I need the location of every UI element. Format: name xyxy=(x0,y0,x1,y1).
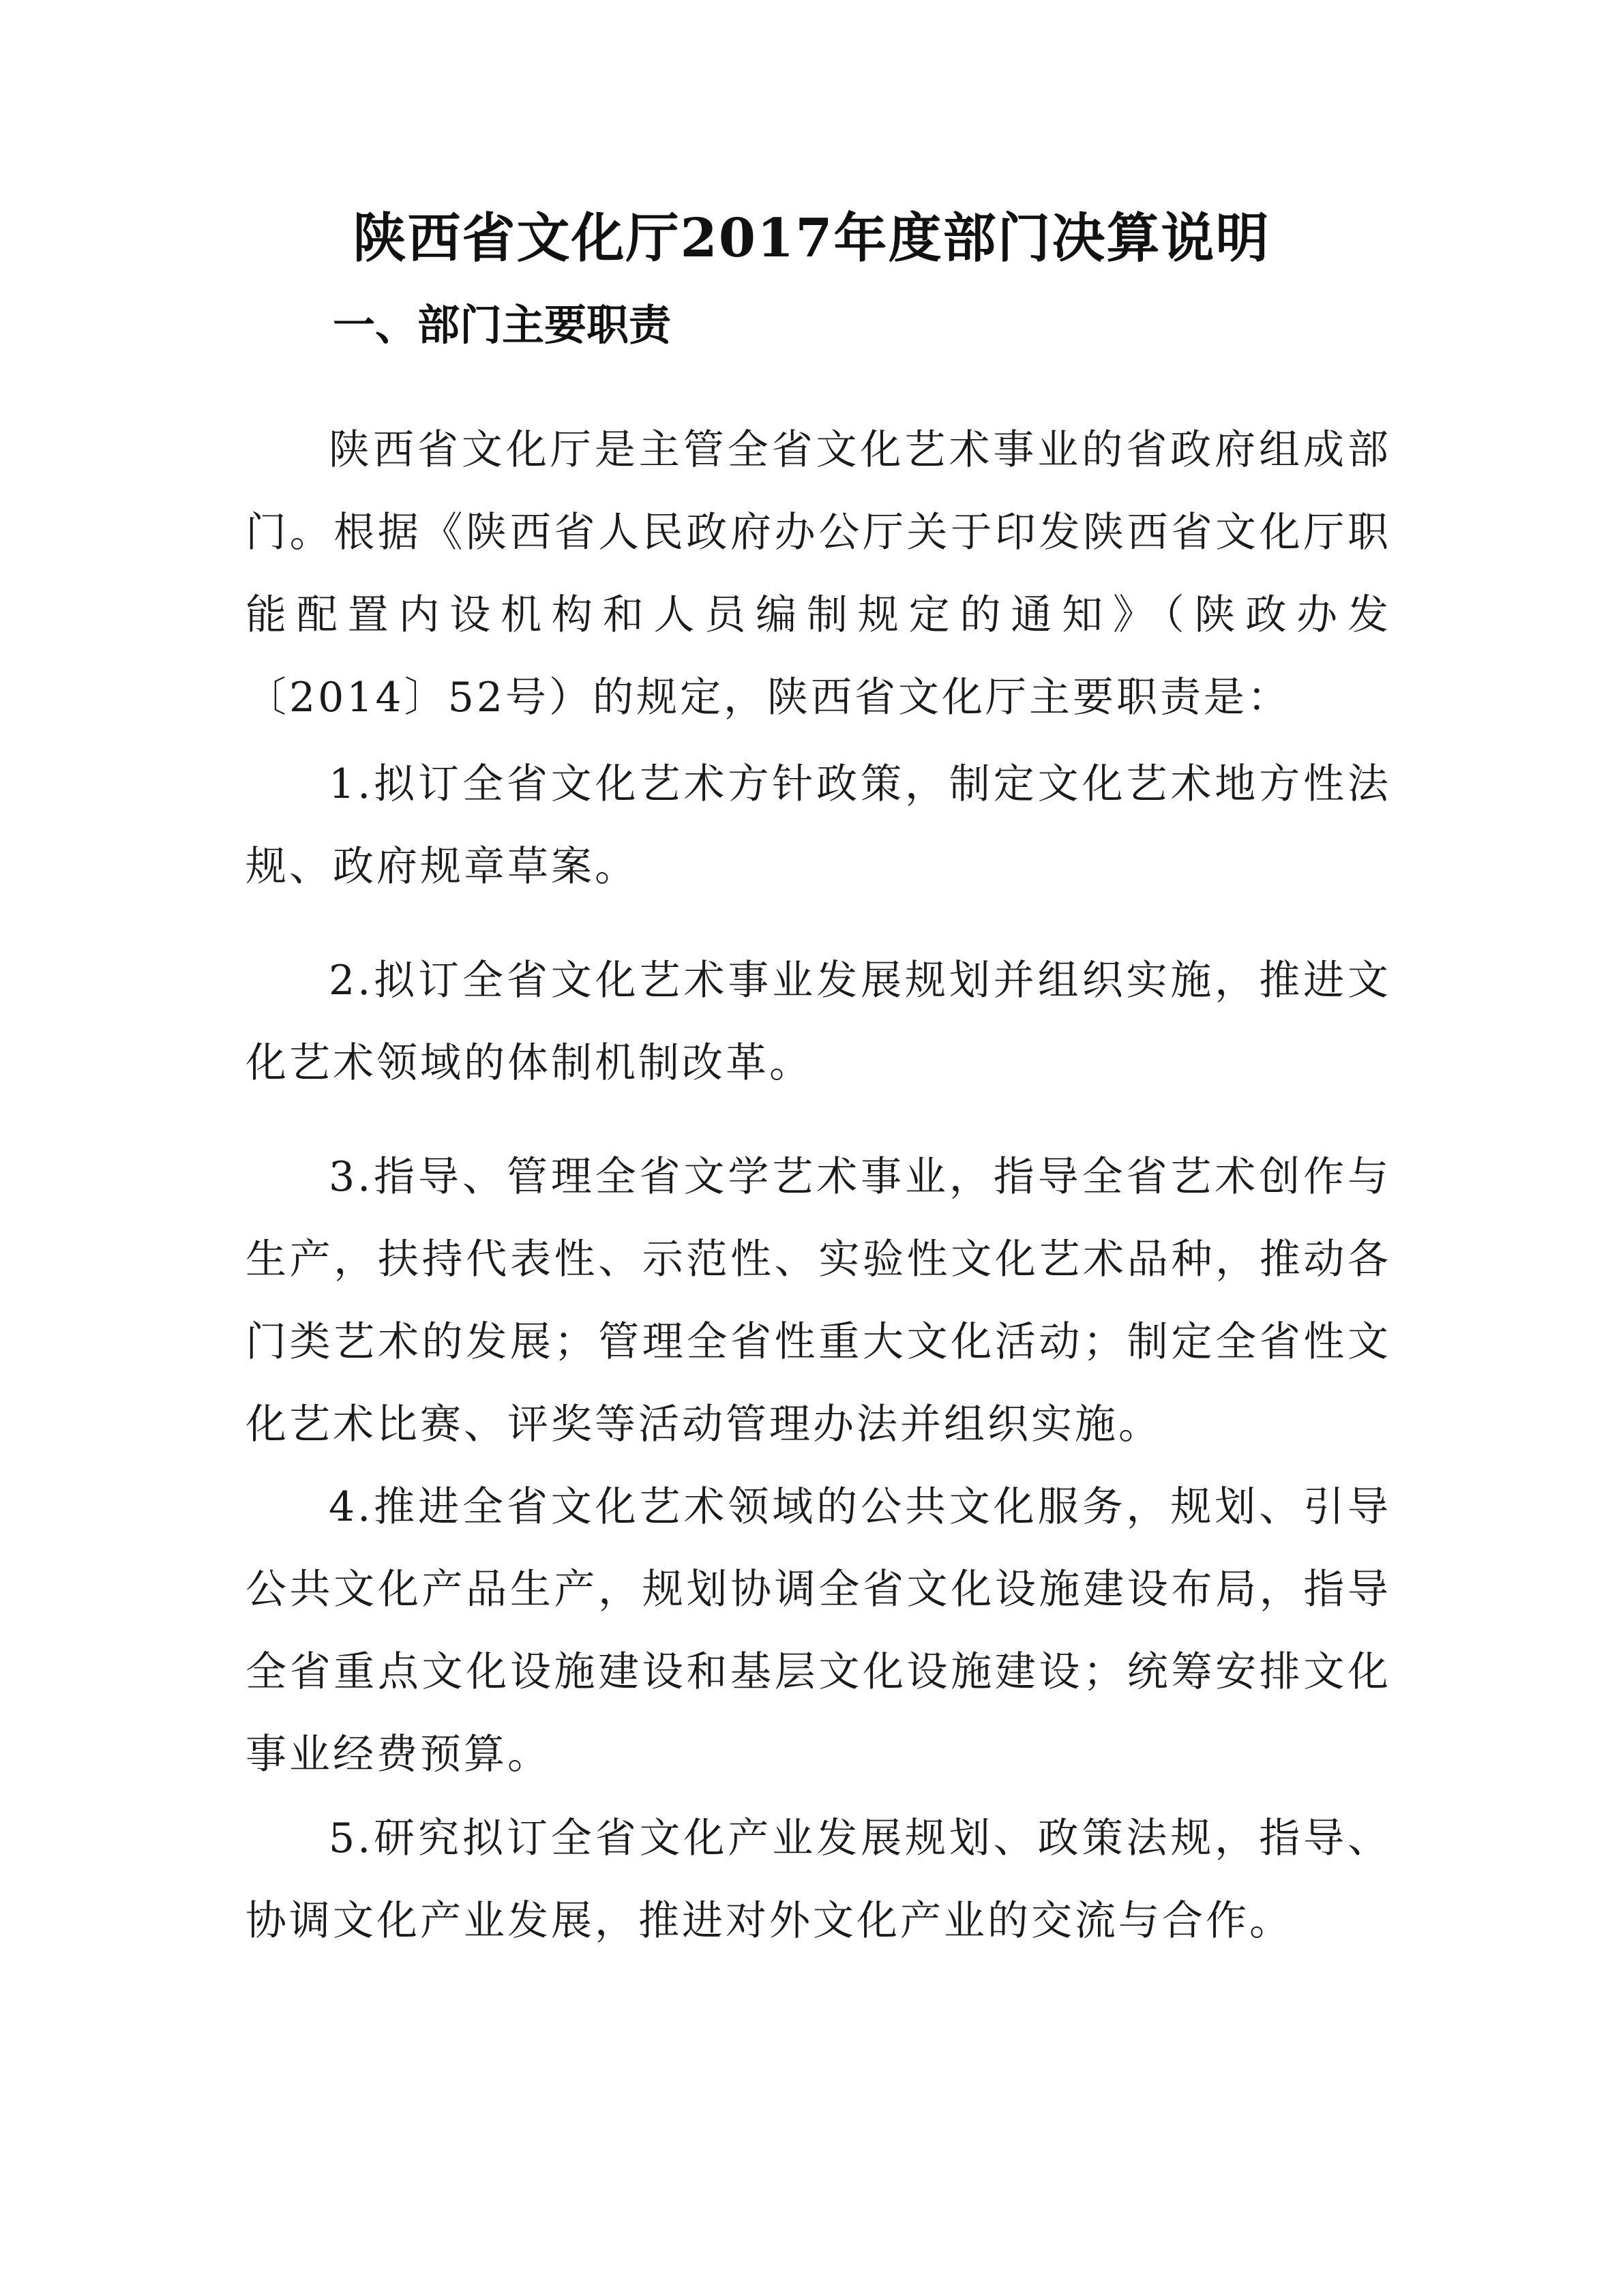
document-title: 陕西省文化厅2017年度部门决算说明 xyxy=(353,207,1270,269)
paragraph-duty-2: 2.拟订全省文化艺术事业发展规划并组织实施，推进文化艺术领域的体制机制改革。 xyxy=(245,957,1391,1087)
paragraph-duty-4: 4.推进全省文化艺术领域的公共文化服务，规划、引导公共文化产品生产，规划协调全省文化设施建设布局，指导全省重点文化设施建设和基层文化设施建设；统筹安排文化事业经费预算。 xyxy=(245,1483,1391,1778)
section-heading: 一、部门主要职责 xyxy=(333,300,672,350)
paragraph-duty-3: 3.指导、管理全省文学艺术事业，指导全省艺术创作与生产，扶持代表性、示范性、实验性文化艺术品种，推动各门类艺术的发展；管理全省性重大文化活动；制定全省性文化艺术比赛、评奖等活动管理办法并组织实施。 xyxy=(245,1153,1391,1448)
paragraph-duty-1: 1.拟订全省文化艺术方针政策，制定文化艺术地方性法规、政府规章草案。 xyxy=(245,760,1391,891)
paragraph-duty-5: 5.研究拟订全省文化产业发展规划、政策法规，指导、协调文化产业发展，推进对外文化产业的交流与合作。 xyxy=(245,1815,1391,1945)
paragraph-intro: 陕西省文化厅是主管全省文化艺术事业的省政府组成部门。根据《陕西省人民政府办公厅关于印发陕西省文化厅职能配置内设机构和人员编制规定的通知》（陕政办发〔2014〕52号）的规定，陕西省文化厅主要职责是： xyxy=(245,426,1391,721)
